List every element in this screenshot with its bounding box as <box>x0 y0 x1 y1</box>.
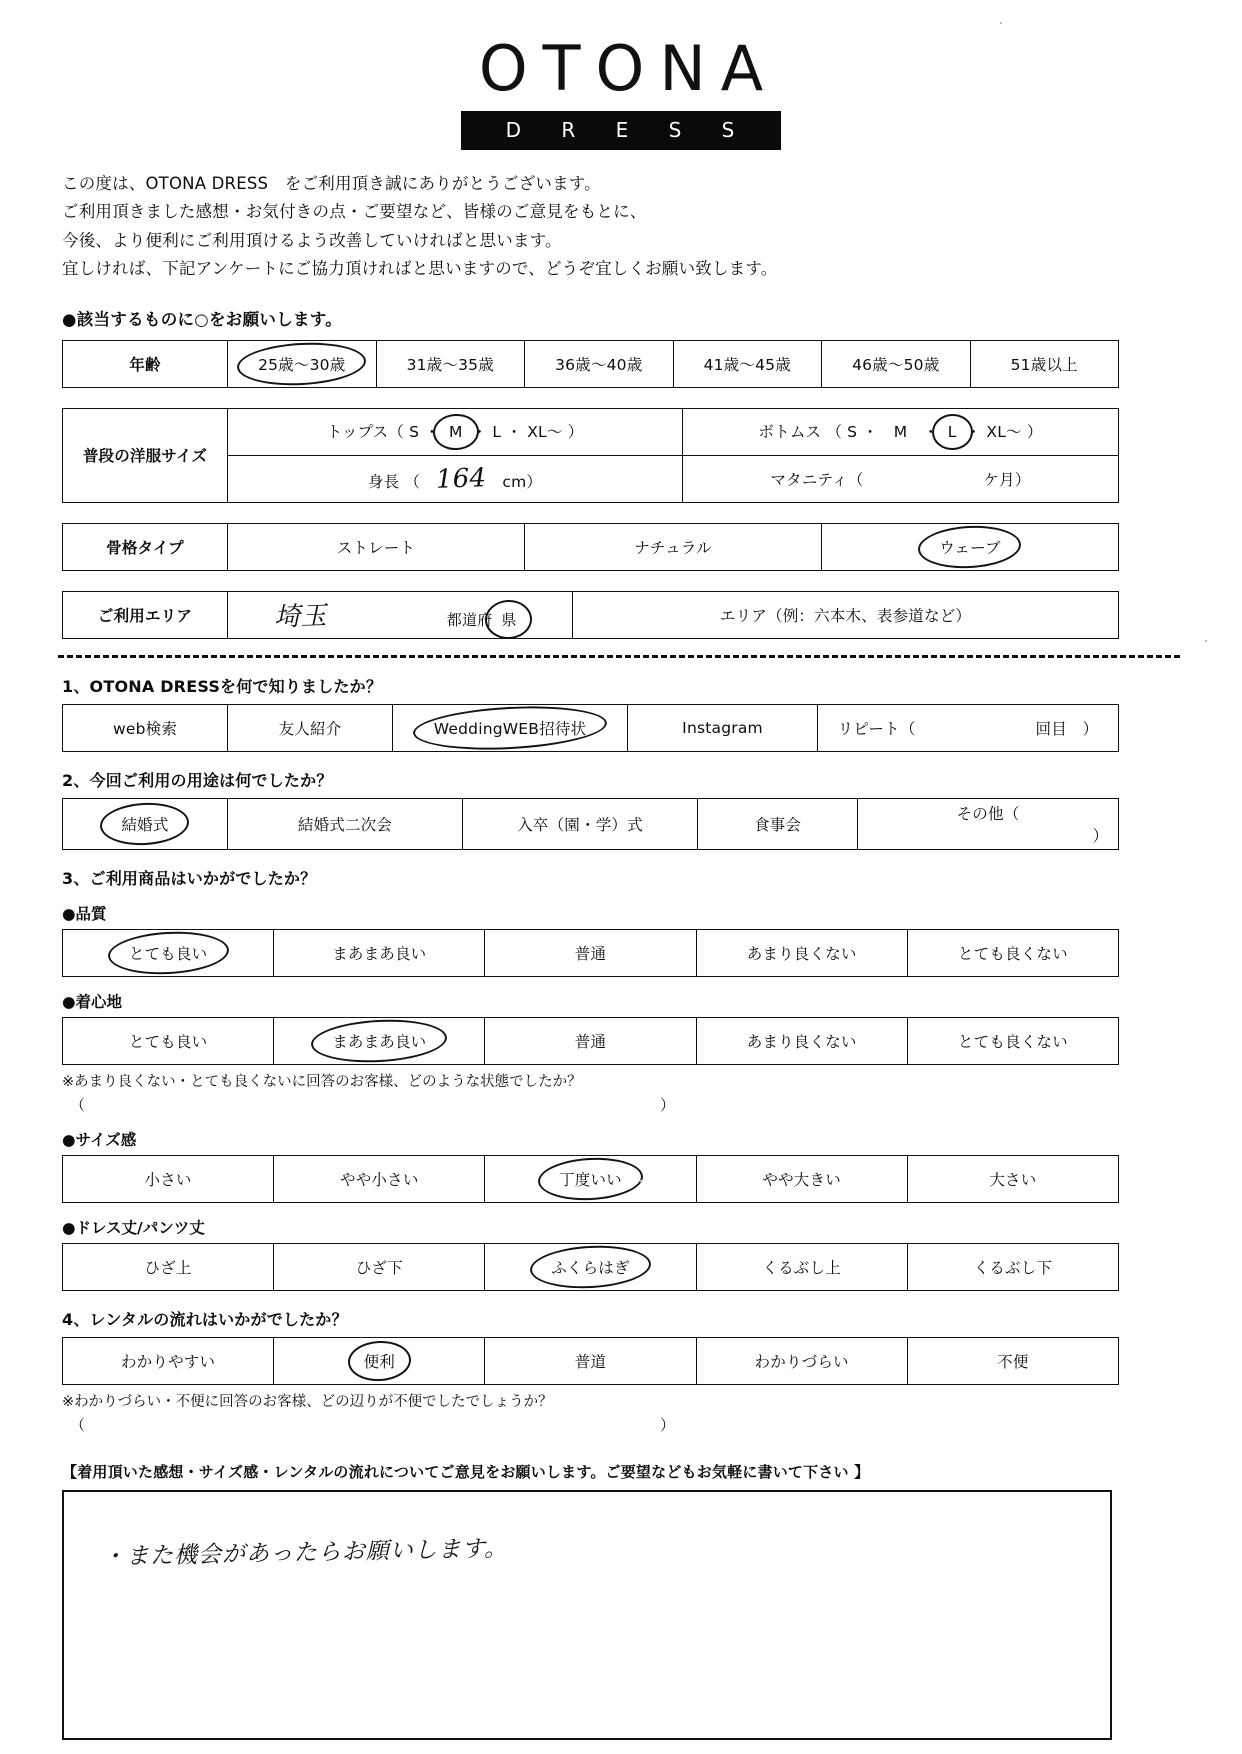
q4-paren-right: ） <box>660 1415 676 1434</box>
intro-line-1: この度は、OTONA DRESS をご利用頂き誠にありがとうございます。 <box>62 174 601 193</box>
table-row <box>63 340 1119 387</box>
prefecture-value: 埼玉 <box>273 601 328 633</box>
age-option-4[interactable] <box>822 340 971 387</box>
fit-option-1[interactable] <box>274 1155 485 1202</box>
length-option-3-label: くるぶし上 <box>762 1258 841 1277</box>
age-option-3[interactable] <box>673 340 822 387</box>
comfort-option-2[interactable] <box>485 1017 696 1064</box>
q3-quality-table <box>62 929 1119 977</box>
q1-option-2[interactable] <box>393 704 628 751</box>
length-option-4[interactable] <box>907 1243 1118 1290</box>
age-option-0-label: 25歳〜30歳 <box>249 351 354 377</box>
comfort-paren-left: （ <box>70 1095 86 1114</box>
prefecture-label: 都道府 <box>446 611 493 629</box>
fit-option-0[interactable] <box>63 1155 274 1202</box>
quality-option-3-label: あまり良くない <box>746 944 857 963</box>
q4-option-1[interactable] <box>274 1337 485 1384</box>
length-option-1-label: ひざ下 <box>355 1258 403 1277</box>
q1-option-0-label: web検索 <box>112 719 178 738</box>
section-divider <box>58 655 1180 658</box>
scan-speck <box>640 1180 642 1182</box>
table-row <box>63 704 1119 751</box>
length-option-1[interactable] <box>274 1243 485 1290</box>
brand-logo <box>0 0 1242 150</box>
area-hint-cell[interactable] <box>573 591 1119 638</box>
q2-table <box>62 798 1119 850</box>
clothing-size-label: 普段の洋服サイズ <box>63 408 228 502</box>
frame-option-2-label: ウェーブ <box>930 534 1009 560</box>
q4-note: ※わかりづらい・不便に回答のお客様、どの辺りが不便でしたでしょうか？ <box>62 1393 553 1410</box>
height-label: 身長 （ <box>367 472 421 491</box>
fit-option-2[interactable] <box>485 1155 696 1202</box>
circle-instruction: ●該当するものに○をお願いします。 <box>62 309 343 329</box>
q2-option-2-label: 入卒（園・学）式 <box>517 815 643 834</box>
table-row <box>63 1243 1119 1290</box>
table-row <box>63 798 1119 849</box>
quality-option-4-label: とても良くない <box>957 944 1068 963</box>
q3-fit-label: ●サイズ感 <box>62 1130 137 1149</box>
quality-option-2[interactable] <box>485 929 696 976</box>
table-row <box>63 1337 1119 1384</box>
table-row <box>63 1155 1119 1202</box>
maternity-unit: ケ月） <box>983 470 1031 489</box>
table-row <box>63 523 1119 570</box>
age-option-5[interactable] <box>970 340 1119 387</box>
comfort-option-1[interactable] <box>274 1017 485 1064</box>
tops-prefix: トップス（ S ・ <box>326 423 441 441</box>
age-option-2-label: 36歳〜40歳 <box>555 355 643 374</box>
q2-other-suffix: ） <box>1092 826 1109 845</box>
frame-option-2[interactable] <box>822 523 1119 570</box>
q2-option-2[interactable] <box>463 798 698 849</box>
bottoms-selected: L <box>939 421 966 443</box>
age-option-3-label: 41歳〜45歳 <box>703 355 791 374</box>
q4-option-3[interactable] <box>696 1337 907 1384</box>
q2-other-label: その他（ <box>956 804 1020 823</box>
bottoms-size-cell[interactable] <box>683 408 1119 455</box>
q4-option-3-label: わかりづらい <box>754 1352 849 1371</box>
comfort-option-2-label: 普通 <box>574 1032 607 1051</box>
table-row <box>63 929 1119 976</box>
quality-option-1[interactable] <box>274 929 485 976</box>
quality-option-2-label: 普通 <box>574 944 607 963</box>
table-row <box>63 408 1119 455</box>
age-label: 年齢 <box>63 340 228 387</box>
comfort-option-1-label: まあまあ良い <box>323 1028 435 1054</box>
tops-size-cell[interactable] <box>228 408 683 455</box>
q1-repeat-cell[interactable] <box>818 704 1119 751</box>
q3-quality-label: ●品質 <box>62 904 107 923</box>
q4-title: 4、レンタルの流れはいかがでしたか？ <box>62 1309 348 1329</box>
area-hint: エリア（例：六本木、表参道など） <box>719 606 972 625</box>
q4-option-0[interactable] <box>63 1337 274 1384</box>
length-option-4-label: くるぶし下 <box>973 1258 1053 1277</box>
frame-option-0[interactable] <box>228 523 525 570</box>
q1-option-2-label: WeddingWEB招待状 <box>425 715 595 741</box>
free-comment-text-wrap <box>101 1534 509 1570</box>
quality-option-1-label: まあまあ良い <box>332 944 427 963</box>
free-comment-value: ・また機会があったらお願いします。 <box>101 1535 509 1570</box>
quality-option-0[interactable] <box>63 929 274 976</box>
age-option-0[interactable] <box>228 340 377 387</box>
intro-line-3: 今後、より便利にご利用頂けるよう改善していければと思います。 <box>62 230 562 250</box>
q1-table <box>62 704 1119 752</box>
frame-option-0-label: ストレート <box>336 538 416 557</box>
table-row <box>63 591 1119 638</box>
usage-area-table <box>62 591 1119 639</box>
fit-option-3[interactable] <box>696 1155 907 1202</box>
q3-length-table <box>62 1243 1119 1291</box>
age-option-4-label: 46歳〜50歳 <box>852 355 940 374</box>
maternity-label: マタニティ（ <box>770 470 864 489</box>
q3-comfort-table <box>62 1017 1119 1065</box>
fit-option-4-label: 大さい <box>989 1170 1037 1189</box>
fit-option-4[interactable] <box>907 1155 1118 1202</box>
q1-option-1-label: 友人紹介 <box>278 719 342 738</box>
q2-option-1[interactable] <box>228 798 463 849</box>
brand-name: OTONA <box>478 32 779 105</box>
frame-option-1[interactable] <box>525 523 822 570</box>
prefecture-suffix: 県 <box>492 607 525 632</box>
quality-option-0-label: とても良い <box>120 940 217 966</box>
fit-option-1-label: やや小さい <box>340 1170 419 1189</box>
q2-option-3-label: 食事会 <box>753 815 802 834</box>
intro-line-2: ご利用頂きました感想・お気付きの点・ご要望など、皆様のご意見をもとに、 <box>62 202 647 222</box>
age-option-5-label: 51歳以上 <box>1010 355 1078 374</box>
comfort-option-3[interactable] <box>696 1017 907 1064</box>
age-option-1[interactable] <box>376 340 525 387</box>
length-option-2-label: ふくらはぎ <box>542 1254 639 1280</box>
q2-option-1-label: 結婚式二次会 <box>297 815 393 834</box>
q1-title: 1、OTONA DRESSを何で知りましたか？ <box>62 676 383 696</box>
fit-option-2-label: 丁度いい <box>550 1166 631 1192</box>
frame-type-label: 骨格タイプ <box>63 523 228 570</box>
q3-length-label: ●ドレス丈/パンツ丈 <box>62 1218 205 1237</box>
table-row <box>63 1017 1119 1064</box>
length-option-2[interactable] <box>485 1243 696 1290</box>
bottoms-prefix: ボトムス （ S ・ M ・ <box>758 423 939 441</box>
q4-option-2-label: 普道 <box>574 1352 607 1371</box>
q3-fit-table <box>62 1155 1119 1203</box>
q4-paren-left: （ <box>70 1415 86 1434</box>
height-value: 164 <box>435 462 487 495</box>
free-comment-box[interactable] <box>62 1490 1112 1740</box>
comfort-paren-right: ） <box>660 1095 676 1114</box>
q3-title: 3、ご利用商品はいかがでしたか？ <box>62 868 317 888</box>
q4-open-answer[interactable] <box>70 1414 1242 1435</box>
q4-option-4[interactable] <box>907 1337 1118 1384</box>
q1-repeat-label: リピート（ <box>837 719 916 738</box>
comfort-option-4[interactable] <box>907 1017 1118 1064</box>
tops-selected: M <box>440 421 472 443</box>
frame-option-1-label: ナチュラル <box>634 538 712 557</box>
comfort-option-3-label: あまり良くない <box>746 1032 857 1051</box>
usage-area-label: ご利用エリア <box>63 591 228 638</box>
q4-option-1-label: 便利 <box>355 1348 404 1374</box>
q4-table <box>62 1337 1119 1385</box>
q4-option-2[interactable] <box>485 1337 696 1384</box>
comfort-option-0-label: とても良い <box>128 1032 208 1051</box>
prefecture-cell[interactable] <box>228 591 573 638</box>
fit-option-0-label: 小さい <box>144 1170 192 1189</box>
q2-option-0[interactable] <box>63 798 228 849</box>
frame-type-table <box>62 523 1119 571</box>
fit-option-3-label: やや大きい <box>762 1170 841 1189</box>
maternity-cell[interactable] <box>683 455 1119 502</box>
q1-option-3[interactable] <box>628 704 818 751</box>
q1-option-0[interactable] <box>63 704 228 751</box>
length-option-0-label: ひざ上 <box>144 1258 192 1277</box>
age-option-1-label: 31歳〜35歳 <box>406 355 494 374</box>
q3-comfort-note: ※あまり良くない・とても良くないに回答のお客様、どのような状態でしたか？ <box>62 1073 582 1090</box>
q4-option-4-label: 不便 <box>997 1352 1029 1371</box>
height-unit: cm） <box>502 472 543 491</box>
tops-suffix: ・ L ・ XL〜 ） <box>471 423 584 441</box>
scan-speck <box>1205 640 1207 642</box>
height-cell[interactable] <box>228 455 683 502</box>
comfort-option-0[interactable] <box>63 1017 274 1064</box>
intro-paragraph <box>62 170 1242 284</box>
q2-option-3[interactable] <box>698 798 858 849</box>
q4-option-0-label: わかりやすい <box>120 1352 216 1371</box>
q2-title: 2、今回ご利用の用途は何でしたか？ <box>62 770 333 790</box>
age-table <box>62 340 1119 388</box>
quality-option-3[interactable] <box>696 929 907 976</box>
q1-option-3-label: Instagram <box>682 718 763 737</box>
length-option-3[interactable] <box>696 1243 907 1290</box>
q3-comfort-label: ●着心地 <box>62 992 123 1011</box>
q2-other-cell[interactable] <box>858 798 1119 849</box>
bottoms-suffix: ・ XL〜 ） <box>965 423 1043 441</box>
intro-line-4: 宜しければ、下記アンケートにご協力頂ければと思いますので、どうぞ宜しくお願い致します。 <box>62 259 778 279</box>
free-comment-title: 【着用頂いた感想・サイズ感・レンタルの流れについてご意見をお願いします。ご要望などもお気軽に書いて下さい 】 <box>62 1462 870 1481</box>
q1-repeat-suffix: 回目 ） <box>1035 719 1099 738</box>
length-option-0[interactable] <box>63 1243 274 1290</box>
q3-comfort-open-answer[interactable] <box>70 1094 1242 1115</box>
clothing-size-table <box>62 408 1119 503</box>
q1-option-1[interactable] <box>228 704 393 751</box>
scan-speck <box>1000 22 1002 24</box>
q2-option-0-label: 結婚式 <box>112 811 177 837</box>
quality-option-4[interactable] <box>907 929 1118 976</box>
comfort-option-4-label: とても良くない <box>957 1032 1068 1051</box>
age-option-2[interactable] <box>525 340 674 387</box>
brand-subtitle: D R E S S <box>461 111 782 150</box>
